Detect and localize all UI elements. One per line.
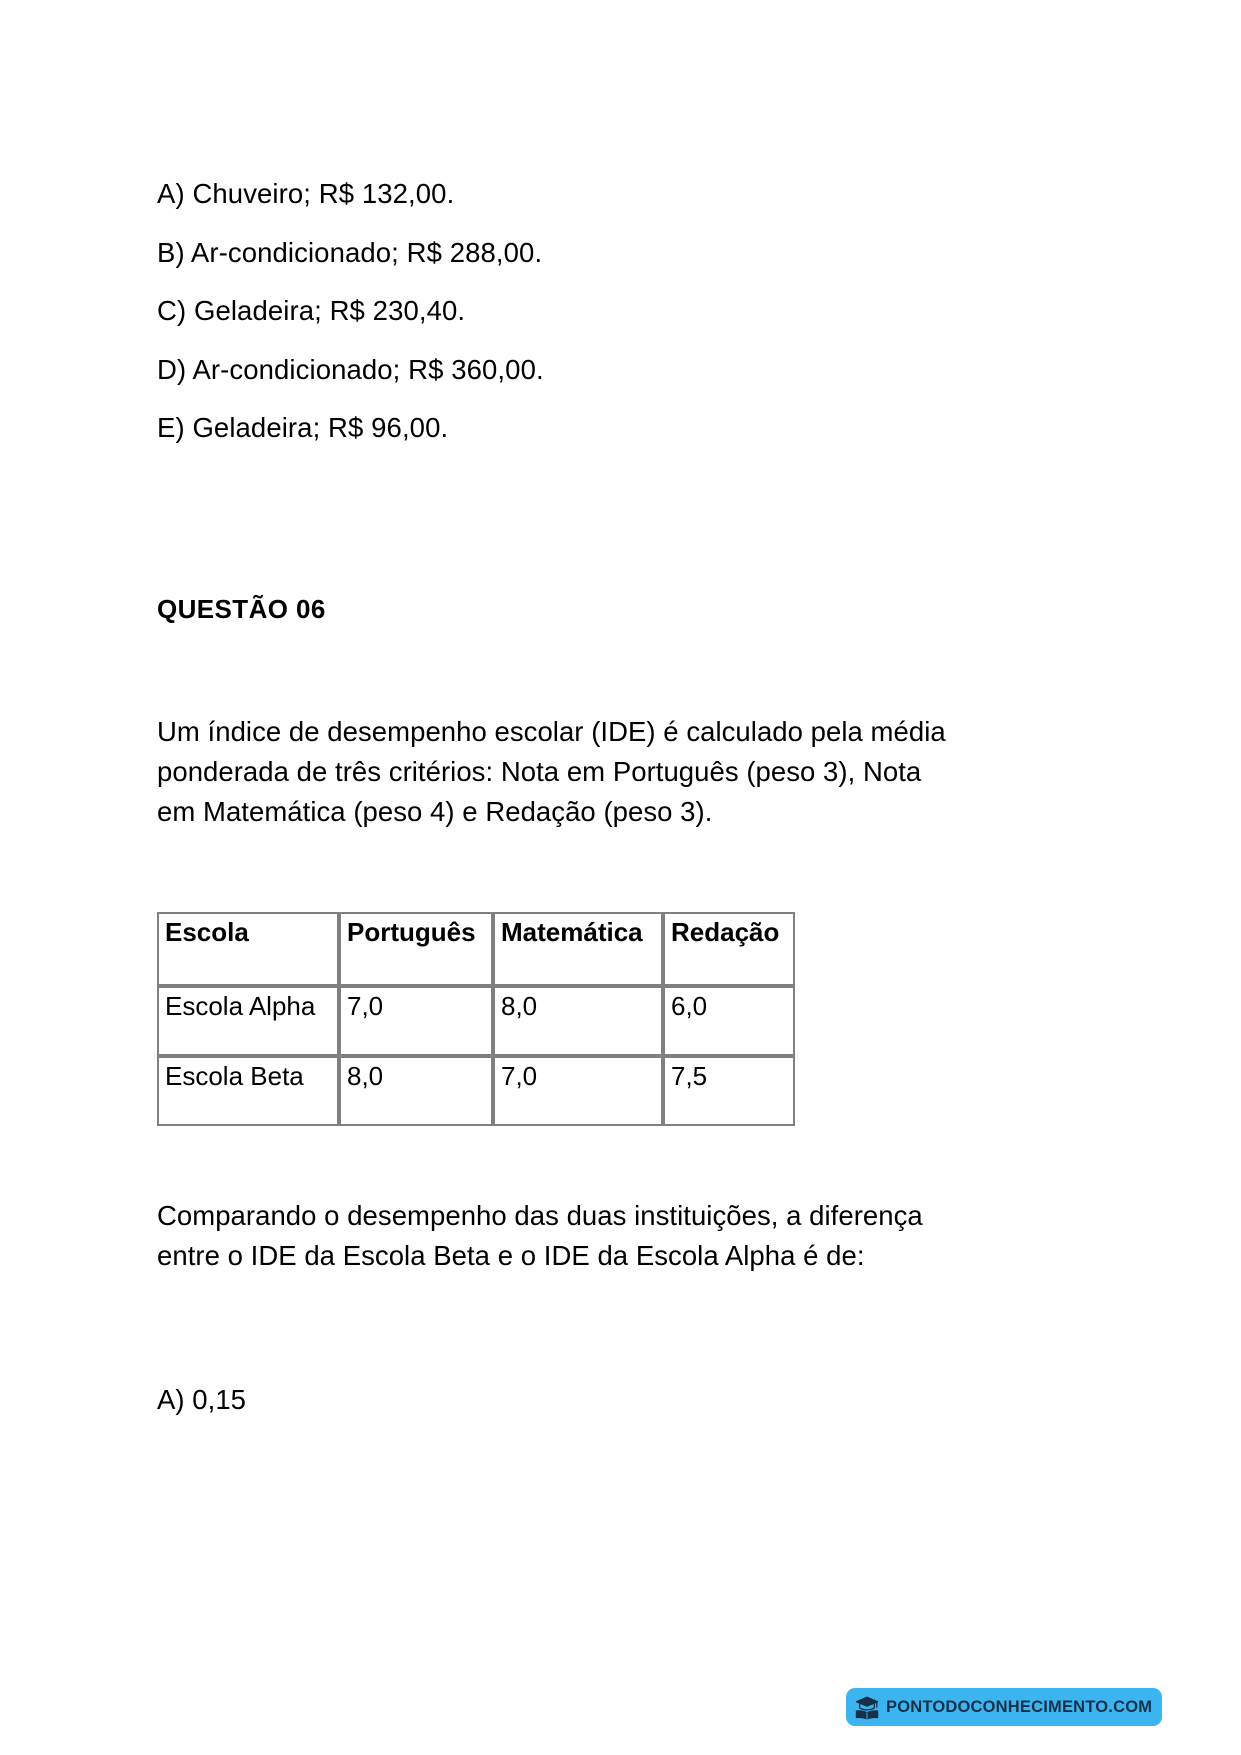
table-cell-redacao: 7,5 [663,1056,795,1126]
ide-table [157,912,795,1126]
page-content [157,180,957,1413]
table-cell-escola: Escola Alpha [157,986,339,1056]
table-cell-escola: Escola Beta [157,1056,339,1126]
table-header-cell-portugues: Português [339,912,493,986]
table-header-cell-redacao: Redação [663,912,795,986]
question-statement: Um índice de desempenho escolar (IDE) é calculado pela média ponderada de três critérios: Nota em Português (peso 3), Nota em Matemática (peso 4) e Redação (peso 3). [157,715,946,827]
table-header-cell-matematica: Matemática [493,912,663,986]
table-row [157,986,795,1056]
footer-watermark-badge [846,1688,1162,1726]
answer-option-a: A) 0,15 [157,1383,247,1415]
table-header [157,912,795,986]
table-header-row [157,912,795,986]
ide-table-wrap [157,912,957,1126]
question-closing-text: Comparando o desempenho das duas instituições, a diferença entre o IDE da Escola Beta e o IDE da Escola Alpha é de: [157,1199,923,1271]
alternative-option: B) Ar-condicionado; R$ 288,00. [157,236,543,268]
table-row [157,1056,795,1126]
table-header-cell-escola: Escola [157,912,339,986]
question-heading: QUESTÃO 06 [157,593,326,624]
question-heading-wrap [157,594,957,625]
graduation-cap-book-icon [854,1694,880,1720]
footer-brand-text: PONTODOCONHECIMENTO.COM [886,1697,1153,1716]
table-body [157,986,795,1126]
table-cell-matematica: 7,0 [493,1056,663,1126]
alternative-option: D) Ar-condicionado; R$ 360,00. [157,353,544,385]
table-cell-portugues: 7,0 [339,986,493,1056]
alternative-option: E) Geladeira; R$ 96,00. [157,412,449,443]
previous-question-alternatives [157,180,957,442]
table-cell-redacao: 6,0 [663,986,795,1056]
table-cell-matematica: 8,0 [493,986,663,1056]
alternative-option: C) Geladeira; R$ 230,40. [157,295,466,326]
table-cell-portugues: 8,0 [339,1056,493,1126]
alternative-option: A) Chuveiro; R$ 132,00. [157,178,455,209]
